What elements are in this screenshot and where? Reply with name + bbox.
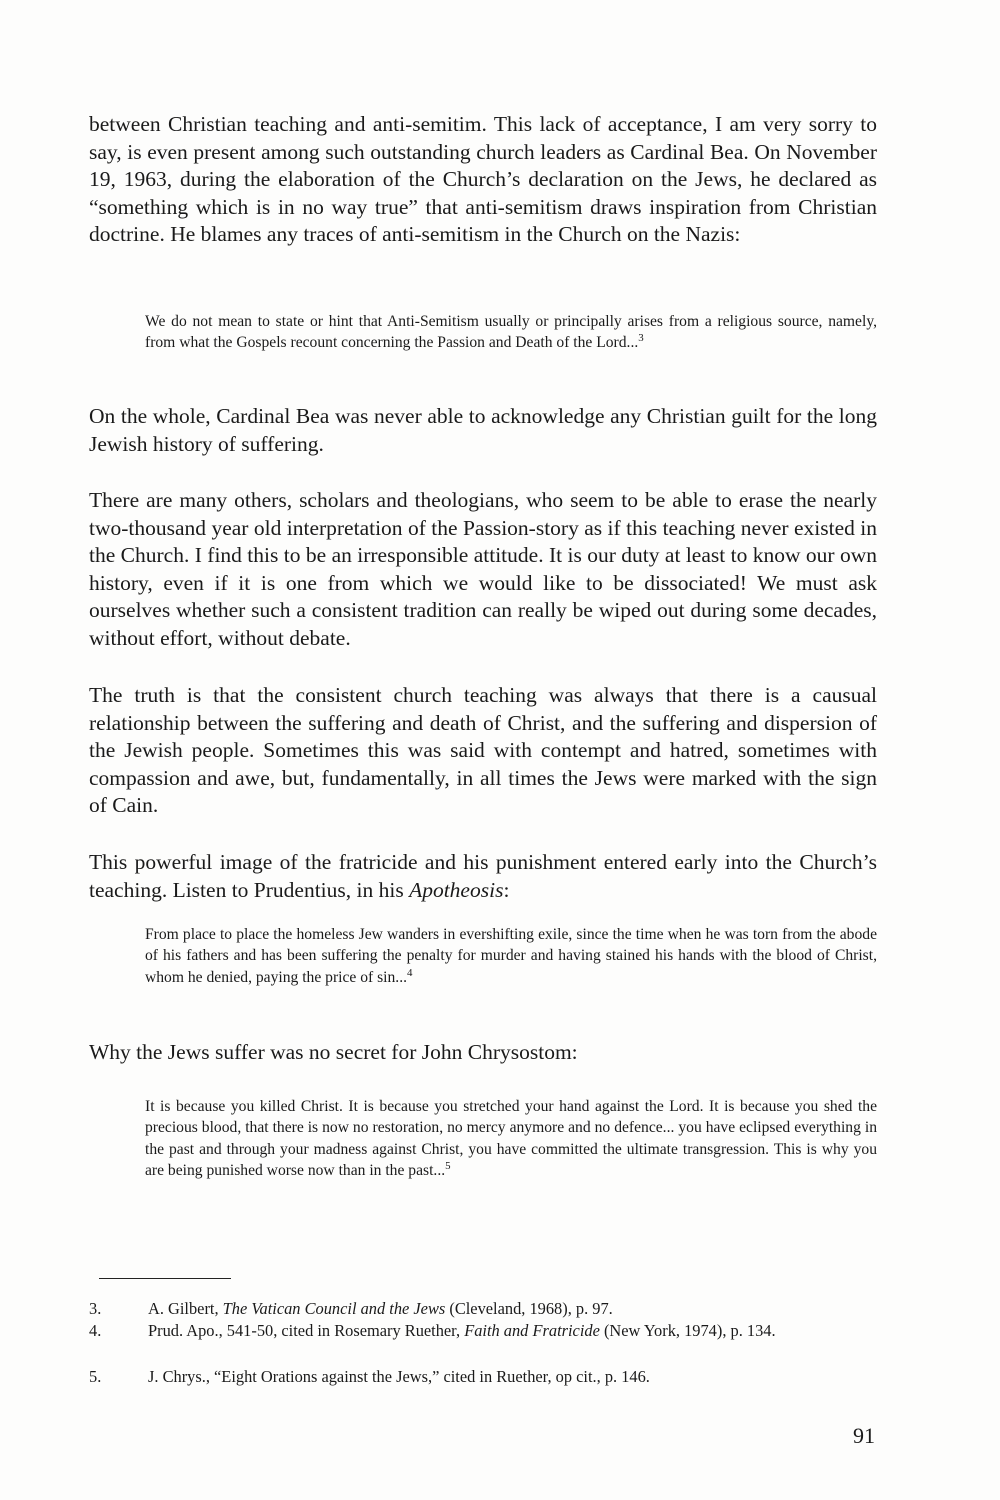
- paragraph-text: This powerful image of the fratricide and his punishment entered early into the Church’s teaching. Listen to Prudentius, in his: [89, 850, 877, 902]
- footnote-ref-5: 5: [445, 1160, 451, 1173]
- paragraph-text: between Christian teaching and anti-semitim. This lack of acceptance, I am very sorry to say, is even present among such outstanding church leaders as Cardinal Bea. On November 19, 1963, during the elaboration of the Church’s declaration on the Jews, he declared as “something which is in no way true” that anti-semitism draws inspiration from Christian doctrine. He blames any traces of anti-semitism in the Church on the Nazis:: [89, 112, 877, 247]
- paragraph-text: Why the Jews suffer was no secret for John Chrysostom:: [89, 1040, 578, 1064]
- paragraph-consistent-teaching: [89, 682, 877, 820]
- footnote-number: 4.: [89, 1321, 102, 1340]
- footnote-number: 3.: [89, 1299, 102, 1318]
- page-number: 91: [853, 1423, 875, 1448]
- quote-text: From place to place the homeless Jew wanders in evershifting exile, since the time when he was torn from the abode of his fathers and has been suffering the penalty for murder and having stained his hands with the blood of Christ, whom he denied, paying the price of sin...: [145, 926, 877, 986]
- footnote-separator: [99, 1278, 231, 1279]
- footnote-number: 5.: [89, 1367, 102, 1386]
- footnote-5: [89, 1366, 877, 1387]
- footnote-ref-3: 3: [638, 332, 644, 345]
- footnote-text: Prud. Apo., 541-50, cited in Rosemary Ruether,: [148, 1321, 465, 1340]
- footnote-ref-4: 4: [407, 966, 413, 979]
- quote-text: It is because you killed Christ. It is because you stretched your hand against the Lord. It is because you shed the precious blood, that there is now no restoration, no mercy anymore and no defence... you have eclipsed everything in the past and through your madness against Christ, you have committed the ultimate transgression. This is why you are being punished worse now than in the past...: [145, 1098, 877, 1180]
- paragraph-chrysostom: [89, 1039, 877, 1067]
- footnote-text: A. Gilbert,: [148, 1299, 223, 1318]
- paragraph-scholars-theologians: [89, 487, 877, 653]
- paragraph-prudentius: [89, 849, 877, 904]
- paragraph-punctuation: :: [503, 877, 510, 902]
- paragraph-text: There are many others, scholars and theologians, who seem to be able to erase the nearly two-thousand year old interpretation of the Passion-story as if this teaching never existed in the Church. I find this to be an irresponsible attitude. It is our duty at least to know our own history, even if it is one from which we would like to be dissociated! We must ask ourselves whether such a consistent tradition can really be wiped out during some decades, without effort, without debate.: [89, 488, 877, 650]
- work-title: Apotheosis: [409, 877, 504, 902]
- block-quote-prudentius: [145, 924, 877, 988]
- footnote-title: The Vatican Council and the Jews: [222, 1299, 446, 1318]
- block-quote-chrysostom: [145, 1096, 877, 1182]
- block-quote-bea: [145, 311, 877, 354]
- paragraph-cardinal-bea: [89, 111, 877, 249]
- footnote-text: (Cleveland, 1968), p. 97.: [445, 1299, 613, 1318]
- paragraph-text: The truth is that the consistent church teaching was always that there is a causual relationship between the suffering and death of Christ, and the suffering and dispersion of the Jewish people. Sometimes this was said with contempt and hatred, sometimes with compassion and awe, but, fundamentally, in all times the Jews were marked with the sign of Cain.: [89, 683, 877, 818]
- paragraph-text: On the whole, Cardinal Bea was never able to acknowledge any Christian guilt for the long Jewish history of suffering.: [89, 404, 877, 456]
- footnote-3: [89, 1298, 877, 1319]
- quote-text: We do not mean to state or hint that Anti-Semitism usually or principally arises from a religious source, namely, from what the Gospels recount concerning the Passion and Death of the Lord...: [145, 313, 877, 352]
- footnote-text: J. Chrys., “Eight Orations against the Jews,” cited in Ruether, op cit., p. 146.: [148, 1367, 650, 1386]
- footnote-title: Faith and Fratricide: [464, 1321, 600, 1340]
- paragraph-christian-guilt: [89, 403, 877, 458]
- footnote-4: [89, 1320, 877, 1341]
- footnote-text: (New York, 1974), p. 134.: [599, 1321, 776, 1340]
